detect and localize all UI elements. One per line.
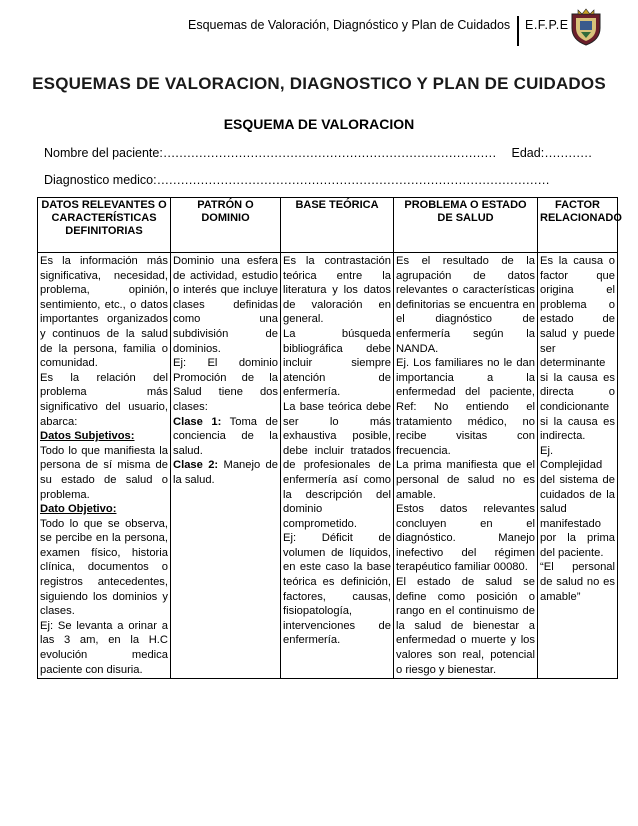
paragraph: Es la causa o factor que origina el problema o estado de salud y puede ser determinante si la causa es directa o condicionante si la causa es indirecta. — [540, 255, 615, 443]
patient-name-blank[interactable]: ………………………………………………………………………… — [162, 146, 497, 160]
paragraph: Es la información más significativa, necesidad, problema, opinión, sentimiento, etc., o datos importantes organizados y continuos de la salud de la persona, familia o comunidad. — [40, 255, 168, 370]
header-org: E.F.P.E — [525, 18, 569, 32]
diagnosis-field — [44, 173, 549, 187]
paragraph: Todo lo que manifiesta la persona de sí misma de su estado de salud o problema. — [40, 444, 168, 501]
paragraph: Dominio una esfera de actividad, estudio o interés que incluye clases definidas como una subdivisión de dominios. — [173, 255, 278, 355]
header-separator — [517, 16, 519, 46]
header-relevant-data: DATOS RELEVANTES O CARACTERÍSTICAS DEFINITORIAS — [38, 198, 171, 253]
objective-data-label: Dato Objetivo: — [40, 503, 117, 516]
header-title: Esquemas de Valoración, Diagnóstico y Plan de Cuidados — [188, 18, 511, 32]
patient-name-field — [44, 146, 592, 160]
paragraph: Ej: El dominio Promoción de la Salud tiene dos clases: — [173, 357, 278, 413]
paragraph: La búsqueda bibliográfica debe incluir siempre atención de enfermería. — [283, 327, 391, 399]
subjective-data-label: Datos Subjetivos: — [40, 430, 135, 443]
paragraph: La base teórica debe ser lo más exhaustiva posible, debe incluir tratados de profesionales de enfermería así como la descripción del dominio comprometido. — [283, 400, 391, 530]
age-label: Edad: — [511, 146, 545, 160]
paragraph: Ej: Se levanta a orinar a las 3 am, en la H.C evolución medica paciente con disuria. — [40, 619, 168, 676]
paragraph: La prima manifiesta que el personal de salud no es amable. — [396, 459, 535, 501]
cell-health-problem — [394, 253, 538, 679]
paragraph: Complejidad del sistema de cuidados de la salud manifestado por la prima del paciente. — [540, 459, 615, 559]
assessment-table — [37, 197, 622, 679]
page-header — [0, 0, 638, 52]
class-label: Clase 2: — [173, 459, 219, 472]
header-theoretical-basis: BASE TEÓRICA — [281, 198, 394, 253]
main-title: ESQUEMAS DE VALORACION, DIAGNOSTICO Y PLAN DE CUIDADOS — [32, 74, 606, 93]
paragraph: Es el resultado de la agrupación de datos relevantes o características definitorias se encuentra en el diagnóstico de enfermería según la NANDA. — [396, 255, 535, 355]
class-line — [173, 458, 278, 487]
paragraph: El estado de salud se define como posición o rango en el continuismo de la salud de bienestar a enfermedad o muerte y los valores son real, potencial o riesgo y bienestar. — [396, 576, 535, 676]
cell-pattern-domain — [171, 253, 281, 679]
table-row — [38, 253, 618, 679]
class-label: Clase 1: — [173, 415, 222, 428]
paragraph: Ej. — [540, 444, 554, 457]
patient-name-label: Nombre del paciente: — [44, 146, 163, 160]
header-health-problem: PROBLEMA O ESTADO DE SALUD — [394, 198, 538, 253]
cell-theoretical-basis — [281, 253, 394, 679]
class-line — [173, 415, 278, 459]
paragraph: Ej. Los familiares no le dan importancia a la enfermedad del paciente, Ref: No entiendo el tratamiento médico, no recibe visitas con frecuencia. — [396, 357, 535, 457]
university-crest-icon — [570, 8, 602, 46]
cell-relevant-data — [38, 253, 171, 679]
class-text: Manejo de la salud. — [173, 459, 278, 486]
paragraph: Estos datos relevantes concluyen en el diagnóstico. Manejo inefectivo del régimen terapéutico familiar 00080. — [396, 503, 535, 574]
diagnosis-label: Diagnostico medico: — [44, 173, 157, 187]
form-subtitle: ESQUEMA DE VALORACION — [223, 116, 415, 132]
paragraph: Todo lo que se observa, se percibe en la persona, examen físico, historia clínica, documentos o registros antecedentes, siguiendo los dominios y clases. — [40, 517, 168, 618]
paragraph: Es la relación del problema más significativo del usuario, abarca: — [40, 371, 168, 428]
paragraph: “El personal de salud no es amable” — [540, 561, 615, 603]
diagnosis-blank[interactable]: ……………………………………………………………………………………… — [156, 173, 550, 187]
table-header-row — [38, 198, 618, 253]
header-related-factor: FACTOR RELACIONADO — [538, 198, 618, 253]
header-pattern-domain: PATRÓN O DOMINIO — [171, 198, 281, 253]
cell-related-factor — [538, 253, 618, 679]
paragraph: Ej: Déficit de volumen de líquidos, en este caso la base teórica es definición, factores, causas, fisiopatología, intervenciones de enfermería. — [283, 532, 391, 647]
paragraph: Es la contrastación teórica entre la literatura y los datos de valoración en general. — [283, 255, 391, 326]
age-blank[interactable]: ………… — [544, 146, 592, 160]
class-text: Toma de conciencia de la salud. — [173, 415, 278, 457]
